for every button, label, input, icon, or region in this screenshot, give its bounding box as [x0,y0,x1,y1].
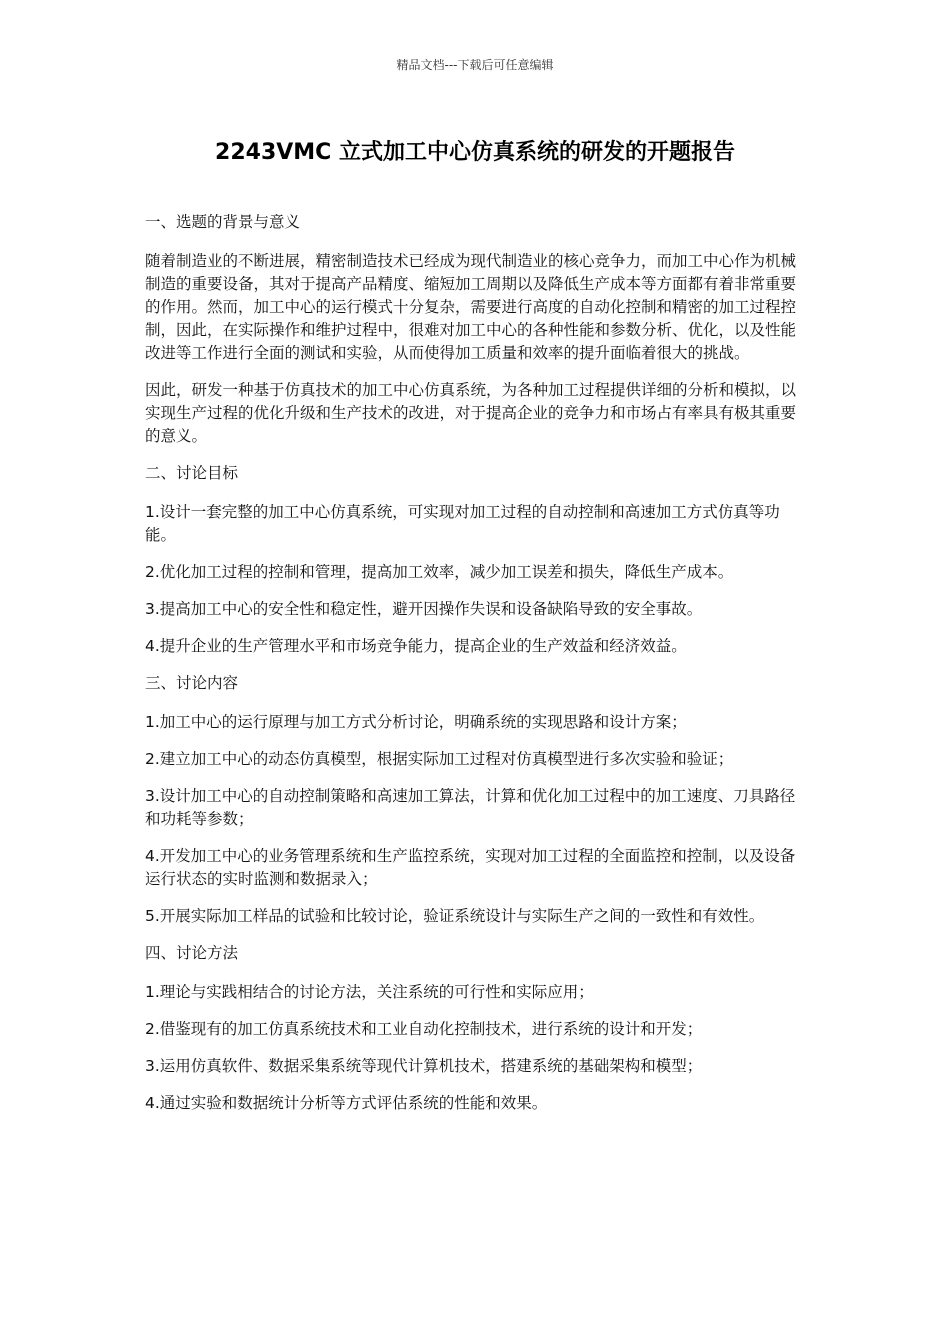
list-item-content-4: 4.开发加工中心的业务管理系统和生产监控系统，实现对加工过程的全面监控和控制，以及设备运行状态的实时监测和数据录入； [145,847,796,888]
list-item-content-1: 1.加工中心的运行原理与加工方式分析讨论，明确系统的实现思路和设计方案； [145,713,687,731]
list-item-content-3: 3.设计加工中心的自动控制策略和高速加工算法，计算和优化加工过程中的加工速度、刀具路径和功耗等参数； [145,787,796,828]
document-body [145,211,810,1129]
list-item-method-4: 4.通过实验和数据统计分析等方式评估系统的性能和效果。 [145,1094,548,1112]
paragraph-background-1: 随着制造业的不断进展，精密制造技术已经成为现代制造业的核心竞争力，而加工中心作为机械制造的重要设备，其对于提高产品精度、缩短加工周期以及降低生产成本等方面都有着非常重要的作用。然而，加工中心的运行模式十分复杂，需要进行高度的自动化控制和精密的加工过程控制，因此，在实际操作和维护过程中，很难对加工中心的各种性能和参数分析、优化，以及性能改进等工作进行全面的测试和实验，从而使得加工质量和效率的提升面临着很大的挑战。 [145,252,797,362]
list-item-objective-2: 2.优化加工过程的控制和管理，提高加工效率，减少加工误差和损失，降低生产成本。 [145,563,734,581]
section-heading-objectives: 二、讨论目标 [145,464,239,482]
header-note: 精品文档---下载后可任意编辑 [396,58,554,72]
section-heading-methods: 四、讨论方法 [145,944,239,962]
list-item-objective-3: 3.提高加工中心的安全性和稳定性，避开因操作失误和设备缺陷导致的安全事故。 [145,600,703,618]
list-item-content-2: 2.建立加工中心的动态仿真模型，根据实际加工过程对仿真模型进行多次实验和验证； [145,750,734,768]
list-item-content-5: 5.开展实际加工样品的试验和比较讨论，验证系统设计与实际生产之间的一致性和有效性。 [145,907,765,925]
list-item-method-1: 1.理论与实践相结合的讨论方法，关注系统的可行性和实际应用； [145,983,594,1001]
section-heading-background: 一、选题的背景与意义 [145,213,301,231]
list-item-objective-4: 4.提升企业的生产管理水平和市场竞争能力，提高企业的生产效益和经济效益。 [145,637,687,655]
list-item-objective-1: 1.设计一套完整的加工中心仿真系统，可实现对加工过程的自动控制和高速加工方式仿真等功能。 [145,503,780,544]
list-item-method-2: 2.借鉴现有的加工仿真系统技术和工业自动化控制技术，进行系统的设计和开发； [145,1020,703,1038]
document-title: 2243VMC 立式加工中心仿真系统的研发的开题报告 [215,140,735,165]
list-item-method-3: 3.运用仿真软件、数据采集系统等现代计算机技术，搭建系统的基础架构和模型； [145,1057,703,1075]
paragraph-background-2: 因此，研发一种基于仿真技术的加工中心仿真系统，为各种加工过程提供详细的分析和模拟，以实现生产过程的优化升级和生产技术的改进，对于提高企业的竞争力和市场占有率具有极其重要的意义。 [145,381,797,445]
section-heading-content: 三、讨论内容 [145,674,239,692]
